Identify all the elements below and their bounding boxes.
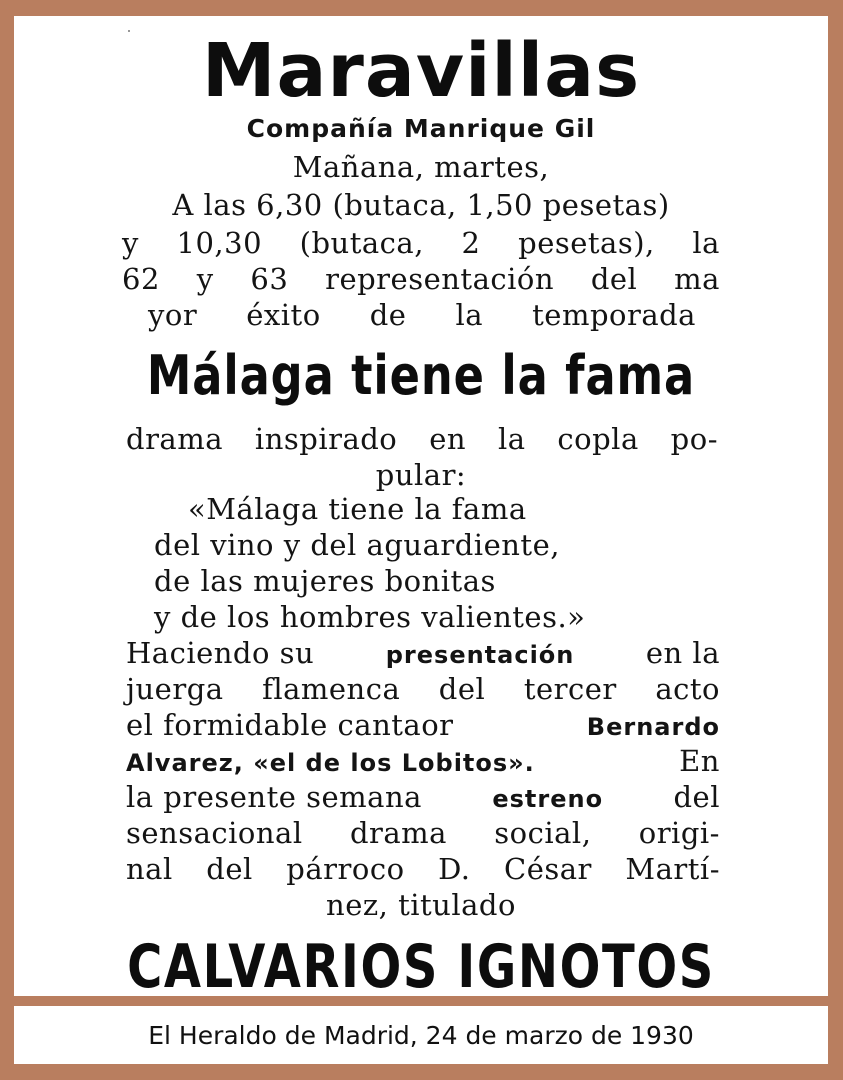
text-run: en la xyxy=(645,636,720,670)
word: po- xyxy=(670,422,718,456)
word: D. xyxy=(438,852,471,886)
new-play-title: CALVARIOS IGNOTOS xyxy=(127,932,715,1002)
word: éxito xyxy=(246,298,321,332)
performance-day: Mañana, martes, xyxy=(292,150,550,184)
word: representación xyxy=(325,262,555,296)
paragraph-line-6 xyxy=(126,816,720,850)
schedule-line-2 xyxy=(122,226,720,260)
bold-run: Bernardo xyxy=(586,713,720,741)
word: la xyxy=(497,422,526,456)
paragraph-line-8: nez, titulado xyxy=(326,888,516,922)
word: pesetas), xyxy=(518,226,655,260)
word: en xyxy=(429,422,467,456)
text-run: del xyxy=(673,780,720,814)
copla-line: del vino y del aguardiente, xyxy=(154,528,560,562)
bold-run: presentación xyxy=(385,641,575,669)
word: del xyxy=(206,852,253,886)
word: 63 xyxy=(250,262,289,296)
bold-run: Alvarez, «el de los Lobitos». xyxy=(126,749,535,777)
copla-line: y de los hombres valientes.» xyxy=(154,600,586,634)
word: acto xyxy=(655,672,720,706)
schedule-line-3 xyxy=(122,262,720,296)
company-name: Compañía Manrique Gil xyxy=(246,114,596,143)
word: ma xyxy=(674,262,720,296)
text-run: En xyxy=(679,744,720,778)
theatre-name: Maravillas xyxy=(201,28,641,114)
word: del xyxy=(590,262,638,296)
word: la xyxy=(692,226,720,260)
word: 2 xyxy=(461,226,481,260)
word: drama xyxy=(126,422,224,456)
copla-line: de las mujeres bonitas xyxy=(154,564,496,598)
word: y xyxy=(122,226,139,260)
word: inspirado xyxy=(254,422,398,456)
word: tercer xyxy=(523,672,617,706)
word: la xyxy=(455,298,484,332)
word: 10,30 xyxy=(176,226,263,260)
paragraph-line-3 xyxy=(126,708,720,742)
word: de xyxy=(369,298,407,332)
schedule-line-4 xyxy=(148,298,696,332)
word: Martí- xyxy=(625,852,720,886)
text-run: Haciendo su xyxy=(126,636,315,670)
word: sensacional xyxy=(126,816,303,850)
word: temporada xyxy=(532,298,696,332)
word: César xyxy=(504,852,592,886)
word: flamenca xyxy=(262,672,401,706)
word: origi- xyxy=(638,816,720,850)
word: juerga xyxy=(126,672,224,706)
paragraph-line-1 xyxy=(126,636,720,670)
word: (butaca, xyxy=(299,226,424,260)
paragraph-line-7 xyxy=(126,852,720,886)
word: copla xyxy=(557,422,639,456)
paragraph-line-2 xyxy=(126,672,720,706)
play-title: Málaga tiene la fama xyxy=(146,344,696,407)
copla-line: «Málaga tiene la fama xyxy=(188,492,527,526)
source-caption: El Heraldo de Madrid, 24 de marzo de 1930 xyxy=(14,1006,828,1064)
newspaper-clipping xyxy=(14,16,828,1002)
word: del xyxy=(438,672,486,706)
paragraph-line-5 xyxy=(126,780,720,814)
word: párroco xyxy=(286,852,405,886)
description-line-2: pular: xyxy=(375,458,467,492)
text-run: el formidable cantaor xyxy=(126,708,454,742)
text-run: la presente semana xyxy=(126,780,422,814)
schedule-line-1: A las 6,30 (butaca, 1,50 pesetas) xyxy=(172,188,670,222)
description-line-1 xyxy=(126,422,718,456)
word: yor xyxy=(148,298,198,332)
word: 62 xyxy=(122,262,160,296)
word: nal xyxy=(126,852,173,886)
bold-run: estreno xyxy=(492,785,604,813)
word: y xyxy=(196,262,214,296)
paragraph-line-4 xyxy=(126,744,720,778)
word: drama xyxy=(349,816,447,850)
word: social, xyxy=(494,816,592,850)
